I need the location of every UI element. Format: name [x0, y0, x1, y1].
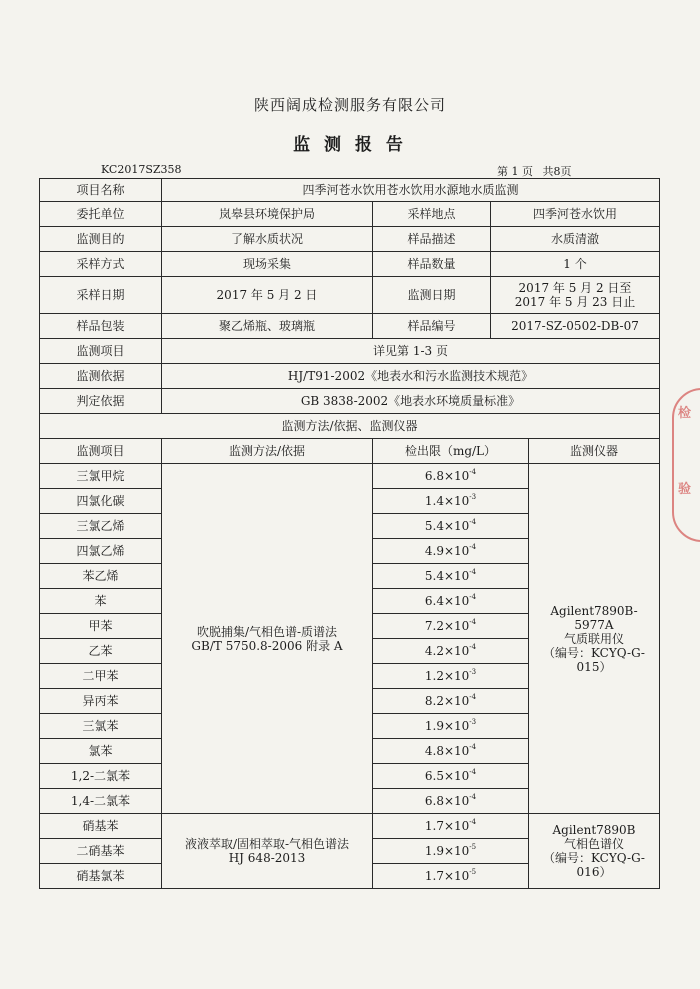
sno-label: 样品编号	[373, 314, 491, 339]
item-limit: $1.7\times 10^{-5}$	[373, 864, 529, 889]
items-label: 监测项目	[40, 339, 162, 364]
group2-method-line1: 液液萃取/固相萃取-气相色谱法	[184, 837, 350, 851]
mdate-value	[491, 277, 660, 314]
pack-label: 样品包装	[40, 314, 162, 339]
pack-row	[40, 314, 660, 339]
item-name: 四氯化碳	[40, 489, 162, 514]
item-name: 三氯甲烷	[40, 464, 162, 489]
judge-value: GB 3838-2002《地表水环境质量标准》	[162, 389, 660, 414]
client-label: 委托单位	[40, 202, 162, 227]
item-name: 三氯乙烯	[40, 514, 162, 539]
page-number: 第 1 页	[497, 165, 533, 178]
group1-inst-line2: 气质联用仪	[563, 631, 624, 646]
item-limit: $5.4\times 10^{-4}$	[373, 514, 529, 539]
column-header-row	[40, 439, 660, 464]
item-name: 二硝基苯	[40, 839, 162, 864]
table-row	[40, 464, 660, 489]
items-value: 详见第 1-3 页	[162, 339, 660, 364]
item-name: 甲苯	[40, 614, 162, 639]
group2-inst-line2: 气相色谱仪	[563, 837, 624, 851]
desc-label: 样品描述	[373, 227, 491, 252]
date-value: 2017 年 5 月 2 日	[162, 277, 373, 314]
group2-method	[162, 814, 373, 889]
item-limit: $4.8\times 10^{-4}$	[373, 739, 529, 764]
item-limit: $1.7\times 10^{-4}$	[373, 814, 529, 839]
item-limit: $1.9\times 10^{-3}$	[373, 714, 529, 739]
client-value: 岚皋县环境保护局	[162, 202, 373, 227]
group2-instrument	[529, 814, 660, 889]
date-label: 采样日期	[40, 277, 162, 314]
stamp-text-1: 检	[678, 406, 692, 421]
item-name: 异丙苯	[40, 689, 162, 714]
group1-instrument	[529, 464, 660, 814]
judge-label: 判定依据	[40, 389, 162, 414]
item-name: 二甲苯	[40, 664, 162, 689]
basis-value: HJ/T91-2002《地表水和污水监测技术规范》	[162, 364, 660, 389]
mdate-line2: 2017 年 5 月 23 日止	[514, 295, 636, 309]
method-row	[40, 252, 660, 277]
mdate-line1: 2017 年 5 月 2 日至	[518, 281, 632, 295]
item-limit: $6.8\times 10^{-4}$	[373, 789, 529, 814]
client-row	[40, 202, 660, 227]
col-instrument-header: 监测仪器	[529, 439, 660, 464]
report-title: 监 测 报 告	[293, 135, 407, 155]
item-limit: $1.4\times 10^{-3}$	[373, 489, 529, 514]
qty-value: 1 个	[491, 252, 660, 277]
item-name: 乙苯	[40, 639, 162, 664]
section-title-row	[40, 414, 660, 439]
item-limit: $1.2\times 10^{-3}$	[373, 664, 529, 689]
mdate-label: 监测日期	[373, 277, 491, 314]
basis-label: 监测依据	[40, 364, 162, 389]
report-number: KC2017SZ358	[101, 163, 182, 176]
item-name: 1,2-二氯苯	[40, 764, 162, 789]
item-limit: $1.9\times 10^{-5}$	[373, 839, 529, 864]
group2-inst-line1: Agilent7890B	[552, 823, 636, 837]
group1-inst-line3: （编号：KCYQ-G-015）	[543, 645, 645, 674]
table-row	[40, 814, 660, 839]
method-value: 现场采集	[162, 252, 373, 277]
desc-value: 水质清澈	[491, 227, 660, 252]
item-name: 1,4-二氯苯	[40, 789, 162, 814]
qty-label: 样品数量	[373, 252, 491, 277]
company-name: 陕西阔成检测服务有限公司	[253, 96, 446, 114]
report-table	[39, 178, 660, 889]
items-row	[40, 339, 660, 364]
group2-method-line2: HJ 648-2013	[228, 851, 306, 865]
stamp-text-2: 验	[678, 482, 692, 497]
page-total: 共8页	[542, 165, 572, 178]
item-limit: $4.2\times 10^{-4}$	[373, 639, 529, 664]
method-label: 采样方式	[40, 252, 162, 277]
item-name: 硝基氯苯	[40, 864, 162, 889]
purpose-row	[40, 227, 660, 252]
item-name: 苯乙烯	[40, 564, 162, 589]
item-name: 苯	[40, 589, 162, 614]
item-name: 氯苯	[40, 739, 162, 764]
item-limit: $7.2\times 10^{-4}$	[373, 614, 529, 639]
item-limit: $6.5\times 10^{-4}$	[373, 764, 529, 789]
item-name: 四氯乙烯	[40, 539, 162, 564]
group1-inst-line1: Agilent7890B-5977A	[550, 603, 638, 632]
col-limit-header: 检出限（mg/L）	[373, 439, 529, 464]
item-limit: $6.4\times 10^{-4}$	[373, 589, 529, 614]
site-value: 四季河苍水饮用	[491, 202, 660, 227]
item-limit: $8.2\times 10^{-4}$	[373, 689, 529, 714]
group1-method-line1: 吹脱捕集/气相色谱-质谱法	[196, 624, 338, 639]
sno-value: 2017-SZ-0502-DB-07	[491, 314, 660, 339]
purpose-value: 了解水质状况	[162, 227, 373, 252]
item-limit: $4.9\times 10^{-4}$	[373, 539, 529, 564]
page-info	[497, 163, 578, 179]
basis-row	[40, 364, 660, 389]
item-name: 三氯苯	[40, 714, 162, 739]
group2-inst-line3: （编号：KCYQ-G-016）	[543, 851, 645, 879]
item-limit: $5.4\times 10^{-4}$	[373, 564, 529, 589]
date-row	[40, 277, 660, 314]
item-limit: $6.8\times 10^{-4}$	[373, 464, 529, 489]
project-value: 四季河苍水饮用苍水饮用水源地水质监测	[162, 179, 660, 202]
purpose-label: 监测目的	[40, 227, 162, 252]
site-label: 采样地点	[373, 202, 491, 227]
section-title: 监测方法/依据、监测仪器	[40, 414, 660, 439]
col-item-header: 监测项目	[40, 439, 162, 464]
item-name: 硝基苯	[40, 814, 162, 839]
project-row	[40, 179, 660, 202]
judge-row	[40, 389, 660, 414]
col-method-header: 监测方法/依据	[162, 439, 373, 464]
pack-value: 聚乙烯瓶、玻璃瓶	[162, 314, 373, 339]
group1-method	[162, 464, 373, 814]
project-label: 项目名称	[40, 179, 162, 202]
group1-method-line2: GB/T 5750.8-2006 附录 A	[191, 638, 343, 653]
